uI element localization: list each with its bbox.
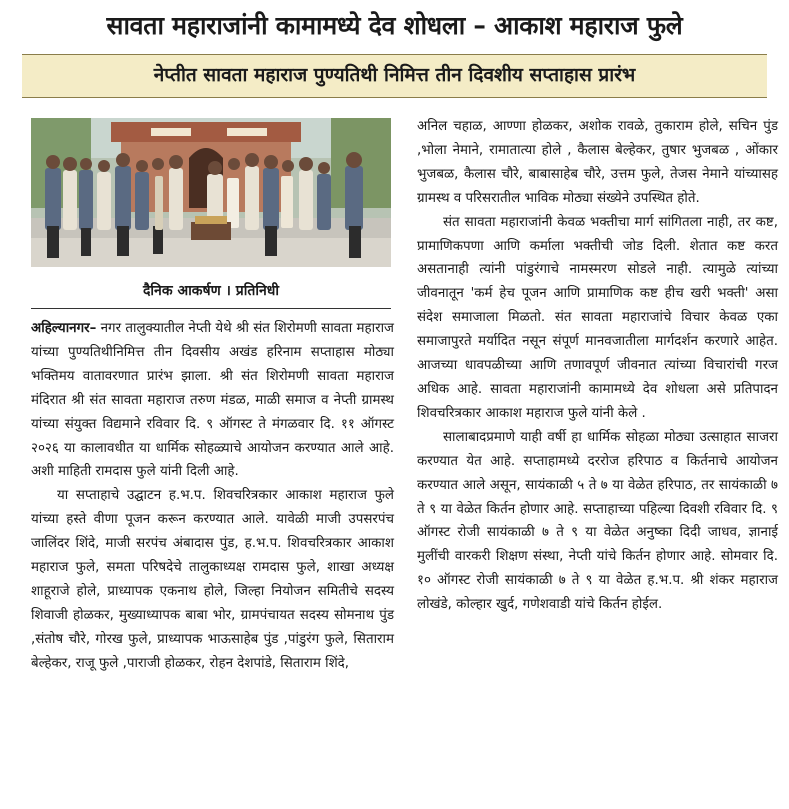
subheadline: नेप्तीत सावता महाराज पुण्यतिथी निमित्त तीन दिवशीय सप्ताहास प्रारंभ	[22, 54, 767, 98]
intro-paragraph	[31, 317, 394, 484]
schedule-paragraph: सालाबादप्रमाणे याही वर्षी हा धार्मिक सोहळा मोठ्या उत्साहात साजरा करण्यात येत आहे. सप्ताहामध्ये दररोज हरिपाठ व किर्तनाचे आयोजन करण्यात आले असून, सायंकाळी ५ ते ७ या वेळेत हरिपाठ, तर सायंकाळी ७ ते ९ या वेळेत किर्तन होणार आहे. सप्ताहाच्या पहिल्या दिवशी रविवार दि. ९ ऑगस्ट रोजी सायंकाळी ७ ते ९ या वेळेत अनुष्का दिदी जाधव, ज्ञानाई मुलींची वारकरी शिक्षण संस्था, नेप्ती यांचे किर्तन होणार आहे. सोमवार दि. १० ऑगस्ट रोजी सायंकाळी ७ ते ९ या वेळेत ह.भ.प. श्री शंकर महाराज लोखंडे, कोल्हार खुर्द, गणेशवाडी यांचे किर्तन होईल.	[417, 429, 778, 613]
photo-caption: दैनिक आकर्षण । प्रतिनिधी	[143, 283, 279, 299]
right-column	[417, 115, 778, 617]
inauguration-paragraph: या सप्ताहाचे उद्घाटन ह.भ.प. शिवचरित्रकार आकाश महाराज फुले यांच्या हस्ते वीणा पूजन करून करण्यात आले. यावेळी माजी उपसरपंच जालिंदर शिंदे, माजी सरपंच अंबादास पुंड, ह.भ.प. शिवचरित्रकार आकाश महाराज फुले, समता परिषदेचे तालुकाध्यक्ष रामदास फुले, शाखा अध्यक्ष शाहूराजे होले, प्राध्यापक एकनाथ होले, जिल्हा नियोजन समितीचे सदस्य शिवाजी होळकर, मुख्याध्यापक बाबा भोर, ग्रामपंचायत सदस्य सोमनाथ पुंड ,संतोष चौरे, गोरख फुले, प्राध्यापक भाऊसाहेब पुंड ,पांडुरंग फुले, सिताराम बेल्हेकर, राजू फुले ,पाराजी होळकर, रोहन देशपांडे, सिताराम शिंदे,	[31, 488, 395, 671]
caption-divider	[31, 308, 391, 309]
dateline: अहिल्यानगर–	[31, 321, 97, 336]
attendees-paragraph: अनिल चहाळ, आण्णा होळकर, अशोक रावळे, तुकाराम होले, सचिन पुंड ,भोला नेमाने, रामातात्या होले , कैलास बेल्हेकर, तुषार भुजबळ , ओंकार भुजबळ, कैलास चौरे, बाबासाहेब चौरे, उत्तम फुले, तेजस नेमाने यांच्यासह ग्रामस्थ व परिसरातील भाविक मोठ्या संख्येने उपस्थित होते.	[417, 119, 778, 206]
message-paragraph: संत सावता महाराजांनी केवळ भक्तीचा मार्ग सांगितला नाही, तर कष्ट, प्रामाणिकपणा आणि कर्माला भक्तीची जोड दिली. शेतात कष्ट करत असतानाही त्यांनी पांडुरंगाचे नामस्मरण सोडले नाही. त्यामुळे त्यांच्या जीवनातून 'कर्म हेच पूजन आणि प्रामाणिक कष्ट हीच खरी भक्ती' असा संदेश समाजाला मिळतो. संत सावता महाराजांचे विचार केवळ एका समाजापुरते मर्यादित नसून संपूर्ण मानवजातीला मार्गदर्शन करणारे आहेत. आजच्या धावपळीच्या आणि तणावपूर्ण जीवनात त्यांच्या विचारांची गरज अधिक आहे. सावता महाराजांनी कामामध्ये देव शोधला असे प्रतिपादन शिवचरित्रकार आकाश महाराज फुले यांनी केले .	[417, 214, 778, 421]
left-column	[31, 317, 394, 676]
event-photo	[31, 118, 391, 267]
intro-paragraph-text: नगर तालुक्यातील नेप्ती येथे श्री संत शिरोमणी सावता महाराज यांच्या पुण्यतिथीनिमित्त तीन दिवसीय अखंड हरिनाम सप्ताहास मोठ्या भक्तिमय वातावरणात प्रारंभ झाला. श्री संत शिरोमणी सावता महाराज मंदिरात श्री संत सावता महाराज तरुण मंडळ, माळी समाज व नेप्ती ग्रामस्थ यांच्या संयुक्त विद्यमाने रविवार दि. ९ ऑगस्ट ते मंगळवार दि. ११ ऑगस्ट २०२६ या कालावधीत या धार्मिक सोहळ्याचे आयोजन करण्यात आले आहे. अशी माहिती रामदास फुले यांनी दिली आहे.	[31, 321, 394, 480]
headline: सावता महाराजांनी कामामध्ये देव शोधला – आकाश महाराज फुले	[106, 11, 683, 40]
group-photo-illustration	[31, 118, 391, 267]
